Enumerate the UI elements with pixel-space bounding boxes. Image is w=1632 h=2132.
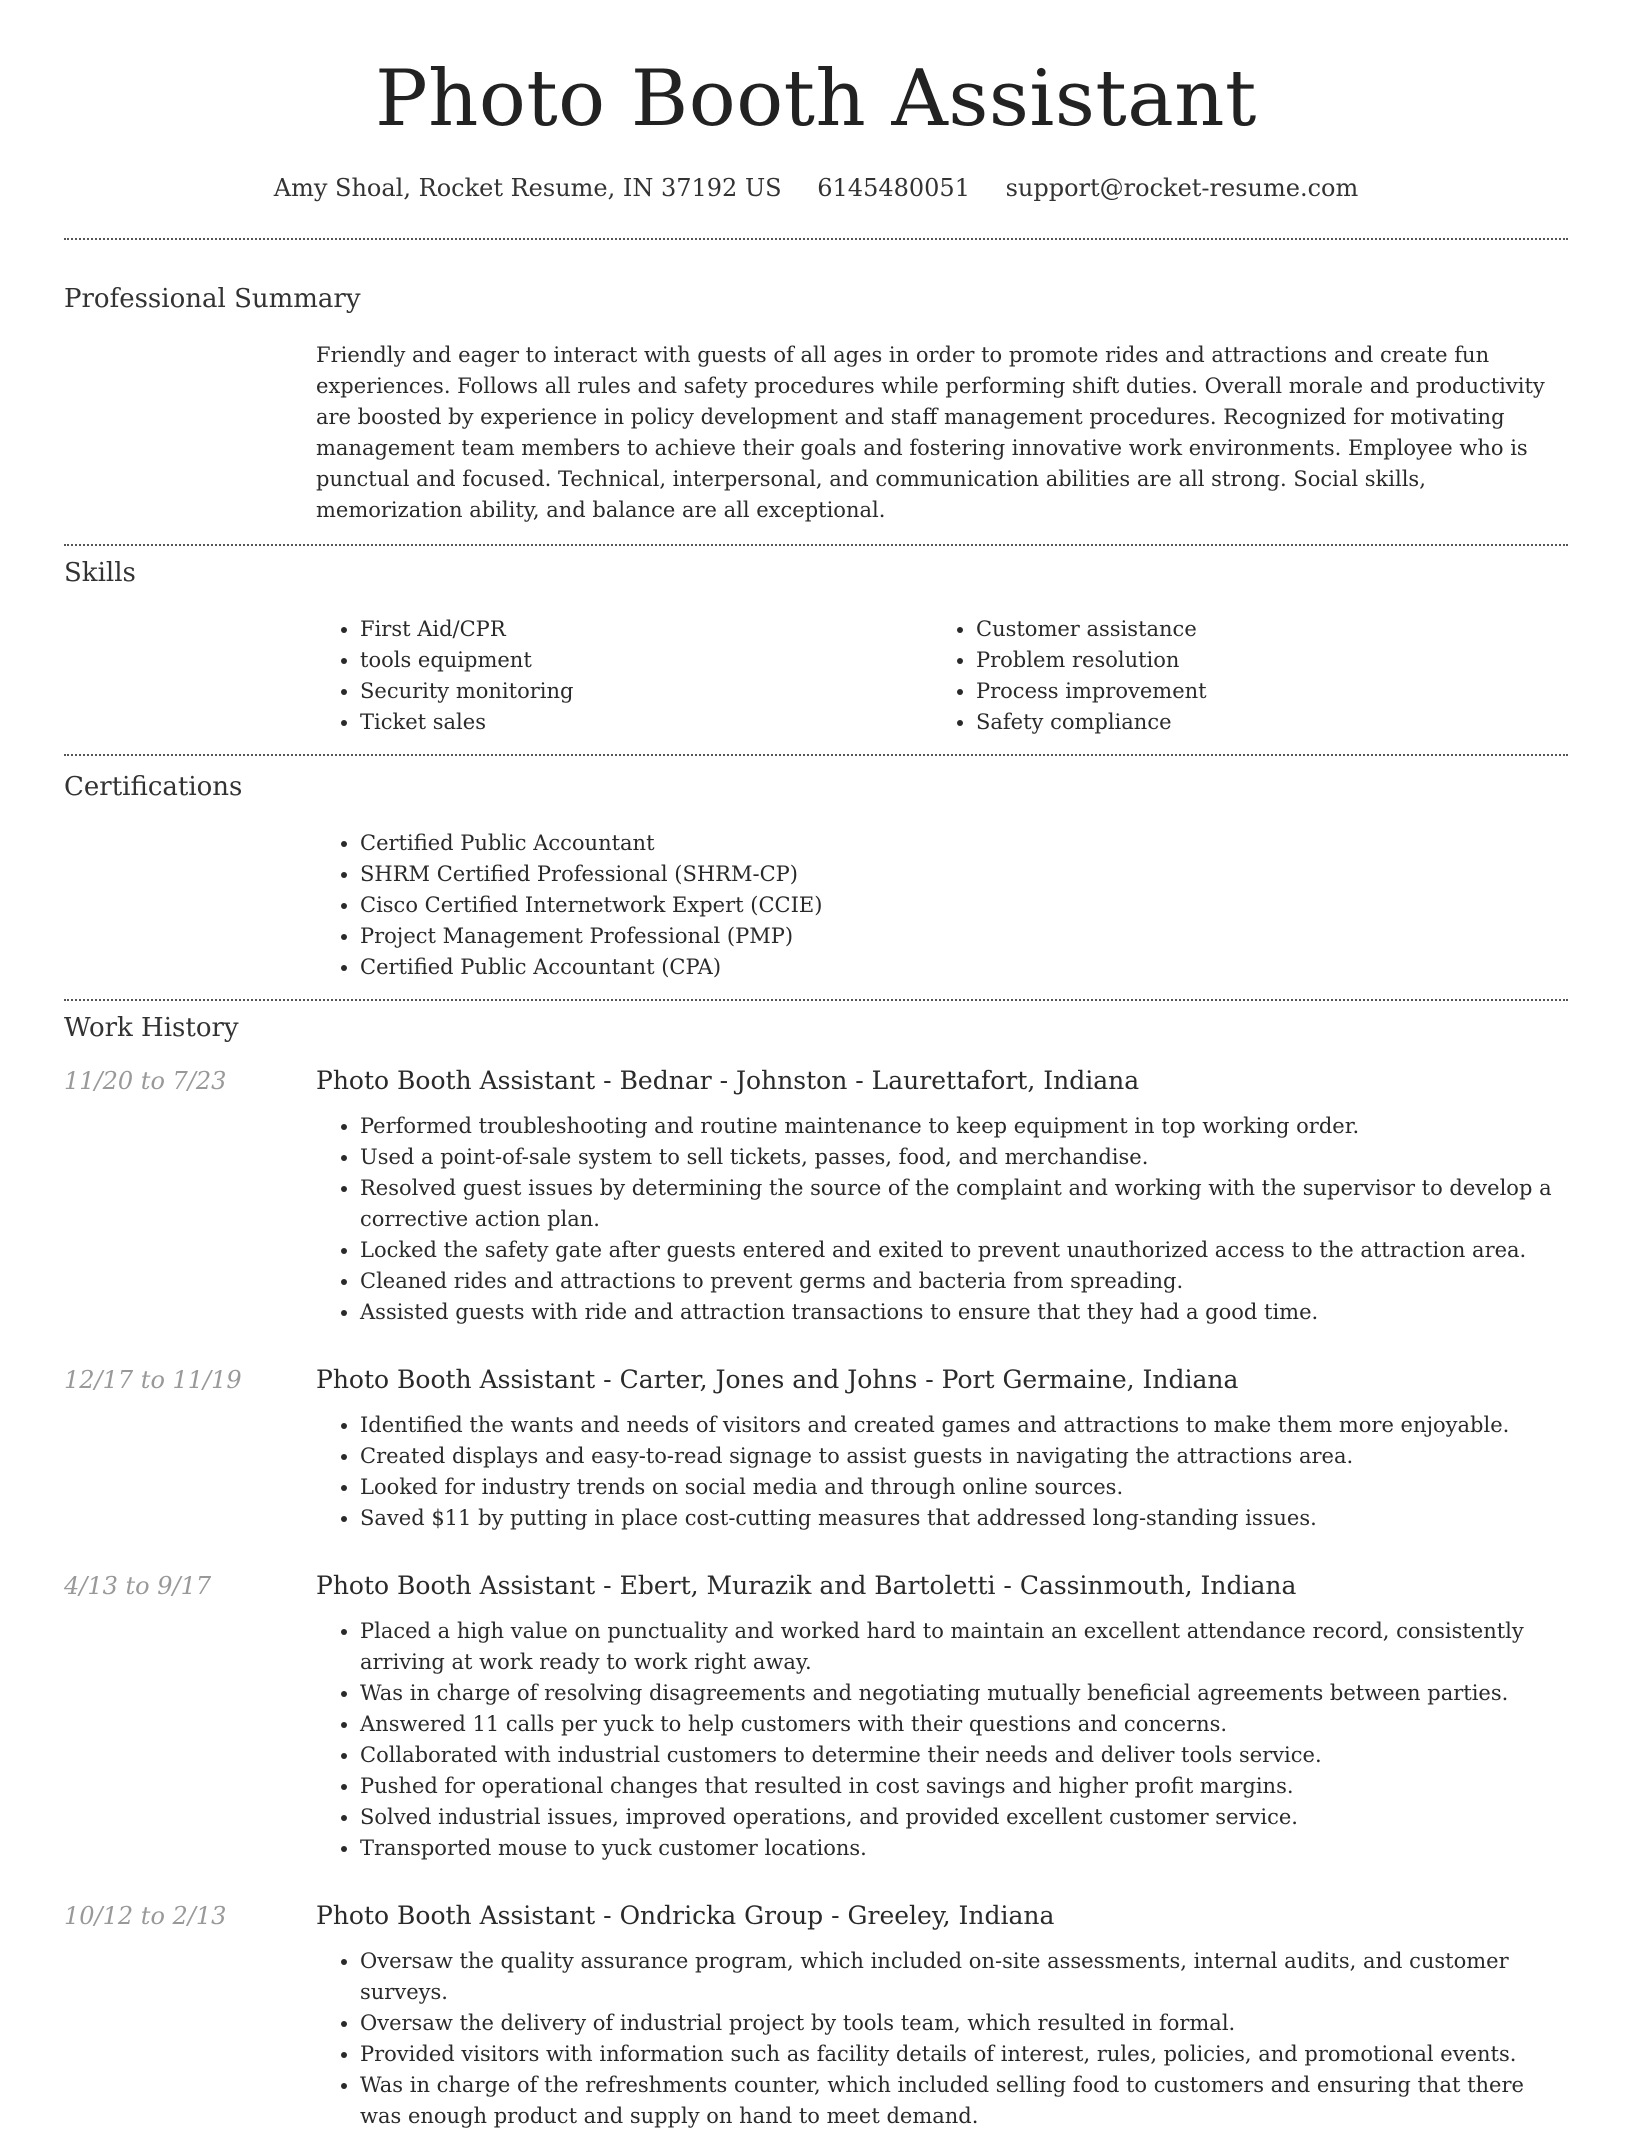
job-bullets: [316, 1410, 1568, 1534]
job-bullet: • Answered 11 calls per yuck to help customers with their questions and concerns.: [360, 1709, 1568, 1740]
job-body: [316, 1063, 1568, 1328]
certification-item: • SHRM Certified Professional (SHRM-CP): [360, 859, 1568, 890]
job-bullet: • Provided visitors with information such as facility details of interest, rules, policies, and promotional events.: [360, 2039, 1568, 2070]
contact-phone: 6145480051: [817, 174, 970, 202]
job-bullet: • Pushed for operational changes that resulted in cost savings and higher profit margins.: [360, 1771, 1568, 1802]
skill-item: • Safety compliance: [976, 707, 1548, 738]
skill-item: • Customer assistance: [976, 614, 1548, 645]
job-dates: 12/17 to 11/19: [64, 1366, 242, 1394]
job-bullets: [316, 1946, 1568, 2132]
contact-email: support@rocket-resume.com: [1005, 174, 1359, 202]
certifications-list: [316, 828, 1568, 983]
skill-item: • tools equipment: [360, 645, 932, 676]
job-bullet: • Oversaw the quality assurance program, which included on-site assessments, internal audits, and customer surveys.: [360, 1946, 1568, 2008]
certification-item: • Cisco Certified Internetwork Expert (CCIE): [360, 890, 1568, 921]
section-heading-skills: Skills: [64, 558, 136, 588]
job-bullet: • Transported mouse to yuck customer locations.: [360, 1833, 1568, 1864]
job-bullet: • Saved $11 by putting in place cost-cutting measures that addressed long-standing issues.: [360, 1503, 1568, 1534]
job-bullet: • Locked the safety gate after guests entered and exited to prevent unauthorized access to the attraction area.: [360, 1235, 1568, 1266]
job-bullet: • Was in charge of resolving disagreements and negotiating mutually beneficial agreements between parties.: [360, 1678, 1568, 1709]
job-bullet: • Oversaw the delivery of industrial project by tools team, which resulted in formal.: [360, 2008, 1568, 2039]
job-entry: [64, 1362, 1568, 1534]
job-bullets: [316, 1111, 1568, 1328]
summary-text: Friendly and eager to interact with guests of all ages in order to promote rides and attractions and create fun experiences. Follows all rules and safety procedures while performing shift duties. Overall morale and productivity are boosted by experience in policy development and staff management procedures. Recognized for motivating management team members to achieve their goals and fostering innovative work environments. Employee who is punctual and focused. Technical, interpersonal, and communication abilities are all strong. Social skills, memorization ability, and balance are all exceptional.: [316, 343, 1545, 522]
job-bullet: • Assisted guests with ride and attraction transactions to ensure that they had a good time.: [360, 1297, 1568, 1328]
job-bullet: • Identified the wants and needs of visitors and created games and attractions to make them more enjoyable.: [360, 1410, 1568, 1441]
job-title: Photo Booth Assistant - Carter, Jones and Johns - Port Germaine, Indiana: [316, 1365, 1239, 1394]
section-heading-work-history: Work History: [64, 1013, 239, 1043]
job-bullet: • Solved industrial issues, improved operations, and provided excellent customer service.: [360, 1802, 1568, 1833]
job-body: [316, 1898, 1568, 2132]
job-dates: 4/13 to 9/17: [64, 1572, 212, 1600]
work-history-section: [64, 1001, 1568, 2132]
certification-item: • Certified Public Accountant: [360, 828, 1568, 859]
skill-item: • Problem resolution: [976, 645, 1548, 676]
job-bullet: • Looked for industry trends on social media and through online sources.: [360, 1472, 1568, 1503]
skill-item: • Security monitoring: [360, 676, 932, 707]
job-title: Photo Booth Assistant - Ebert, Murazik and Bartoletti - Cassinmouth, Indiana: [316, 1571, 1297, 1600]
job-bullet: • Performed troubleshooting and routine maintenance to keep equipment in top working order.: [360, 1111, 1568, 1142]
job-dates: 11/20 to 7/23: [64, 1067, 227, 1095]
job-bullet: • Used a point-of-sale system to sell tickets, passes, food, and merchandise.: [360, 1142, 1568, 1173]
skill-item: • Process improvement: [976, 676, 1548, 707]
skills-list-right: [932, 614, 1548, 738]
job-bullet: • Was in charge of the refreshments counter, which included selling food to customers and ensuring that there was enough product and supply on hand to meet demand.: [360, 2070, 1568, 2132]
certification-item: • Certified Public Accountant (CPA): [360, 952, 1568, 983]
certifications-section: [64, 756, 1568, 999]
contact-address: Amy Shoal, Rocket Resume, IN 37192 US: [273, 174, 782, 202]
job-entry: [64, 1568, 1568, 1864]
skills-columns: [316, 614, 1568, 738]
job-bullets: [316, 1616, 1568, 1864]
job-body: [316, 1568, 1568, 1864]
skills-list-left: [316, 614, 932, 738]
professional-summary-section: [64, 240, 1568, 544]
job-body: [316, 1362, 1568, 1534]
job-bullet: • Collaborated with industrial customers to determine their needs and deliver tools service.: [360, 1740, 1568, 1771]
section-heading-certifications: Certifications: [64, 772, 243, 802]
contact-line: [64, 174, 1568, 202]
job-title: Photo Booth Assistant - Ondricka Group - Greeley, Indiana: [316, 1901, 1055, 1930]
certification-item: • Project Management Professional (PMP): [360, 921, 1568, 952]
job-entry: [64, 1898, 1568, 2132]
job-title: Photo Booth Assistant - Bednar - Johnston - Laurettafort, Indiana: [316, 1066, 1140, 1095]
resume-title: Photo Booth Assistant: [375, 54, 1257, 144]
job-bullet: • Resolved guest issues by determining the source of the complaint and working with the supervisor to develop a corrective action plan.: [360, 1173, 1568, 1235]
job-bullet: • Cleaned rides and attractions to prevent germs and bacteria from spreading.: [360, 1266, 1568, 1297]
skills-section: [64, 546, 1568, 754]
job-bullet: • Placed a high value on punctuality and worked hard to maintain an excellent attendance record, consistently arriving at work ready to work right away.: [360, 1616, 1568, 1678]
job-bullet: • Created displays and easy-to-read signage to assist guests in navigating the attractions area.: [360, 1441, 1568, 1472]
section-heading-summary: Professional Summary: [64, 284, 361, 314]
job-dates: 10/12 to 2/13: [64, 1902, 227, 1930]
skill-item: • First Aid/CPR: [360, 614, 932, 645]
skill-item: • Ticket sales: [360, 707, 932, 738]
job-entry: [64, 1063, 1568, 1328]
